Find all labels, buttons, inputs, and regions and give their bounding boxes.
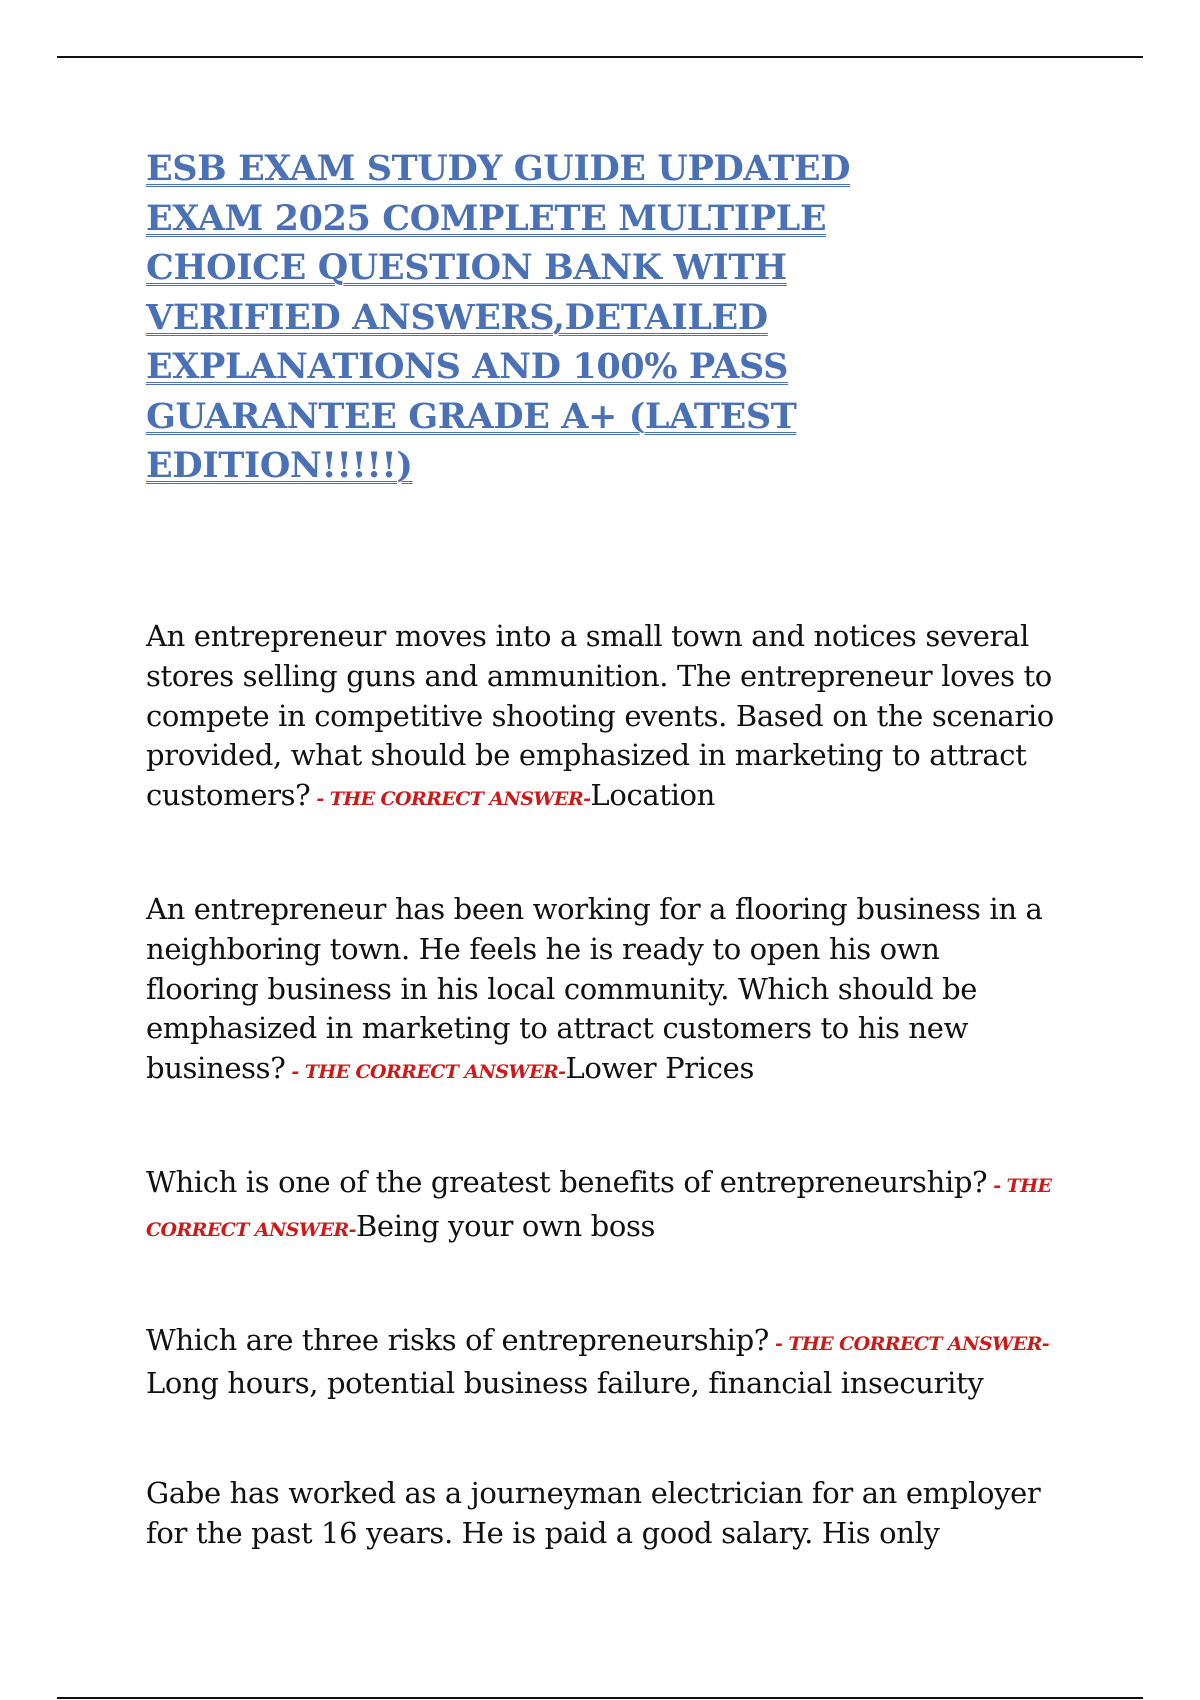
question-item: [146, 890, 1056, 1093]
correct-answer-marker: - THE CORRECT ANSWER-: [310, 788, 591, 811]
question-item: [146, 1321, 1056, 1405]
question-item: [146, 617, 1056, 820]
question-text: Which are three risks of entrepreneurship?: [146, 1322, 770, 1357]
answer-text: Lower Prices: [565, 1051, 754, 1086]
document-title: ESB EXAM STUDY GUIDE UPDATED EXAM 2025 COMPLETE MULTIPLE CHOICE QUESTION BANK WITH VERIFIED ANSWERS,DETAILED EXPLANATIONS AND 100% PASS GUARANTEE GRADE A+ (LATEST EDITION!!!!!): [146, 148, 851, 486]
question-text: An entrepreneur moves into a small town and notices several stores selling guns and ammunition. The entrepreneur loves to compete in competitive shooting events. Based on the scenario provided, what should be emphasized in marketing to attract customers?: [146, 619, 1054, 813]
question-text: Which is one of the greatest benefits of entrepreneurship?: [146, 1164, 988, 1199]
answer-text: Long hours, potential business failure, financial insecurity: [146, 1366, 984, 1401]
question-text: An entrepreneur has been working for a flooring business in a neighboring town. He feels he is ready to open his own flooring business in his local community. Which should be emphasized in marketing to attract customers to his new business?: [146, 891, 1043, 1086]
correct-answer-marker: - THE CORRECT ANSWER-: [146, 1174, 1052, 1241]
question-text: Gabe has worked as a journeyman electrician for an employer for the past 16 years. He is paid a good salary. His only: [146, 1476, 1041, 1550]
question-item: [146, 1163, 1056, 1251]
correct-answer-marker: - THE CORRECT ANSWER-: [285, 1061, 566, 1084]
correct-answer-marker: - THE CORRECT ANSWER-: [769, 1332, 1050, 1355]
header-rule: [57, 56, 1143, 58]
question-item: [146, 1474, 1056, 1554]
answer-text: Location: [590, 778, 715, 813]
answer-text: Being your own boss: [355, 1208, 656, 1243]
question-list: [146, 617, 1056, 1554]
footer-rule: [57, 1697, 1143, 1699]
